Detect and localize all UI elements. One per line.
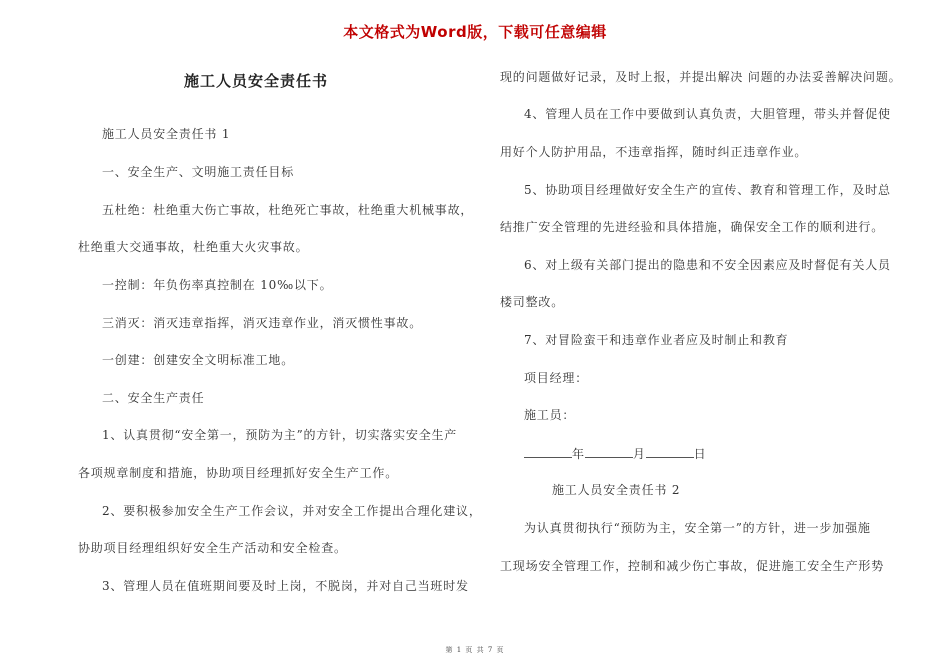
paragraph-line: 5、协助项目经理做好安全生产的宣传、教育和管理工作，及时总	[524, 183, 891, 197]
subheading-responsibility: 二、安全生产责任	[102, 391, 205, 405]
date-day-label: 日	[693, 447, 707, 461]
document-title: 施工人员安全责任书	[184, 72, 329, 90]
paragraph-line: 3、管理人员在值班期间要及时上岗，不脱岗，并对自己当班时发	[102, 579, 469, 593]
paragraph-line: 为认真贯彻执行“预防为主，安全第一”的方针，进一步加强施	[524, 521, 871, 535]
paragraph-line: 结推广安全管理的先进经验和具体措施，确保安全工作的顺利进行。	[500, 220, 885, 234]
blank-month	[585, 445, 633, 458]
date-month-label: 月	[632, 447, 646, 461]
subheading-goals: 一、安全生产、文明施工责任目标	[102, 165, 295, 179]
paragraph-line: 楼司整改。	[500, 295, 565, 309]
paragraph-line: 五杜绝：杜绝重大伤亡事故，杜绝死亡事故，杜绝重大机械事故，	[102, 203, 474, 217]
section-heading-2: 施工人员安全责任书 2	[552, 483, 681, 497]
paragraph-line: 现的问题做好记录，及时上报，并提出解决 问题的办法妥善解决问题。	[500, 70, 902, 84]
date-year-label: 年	[572, 447, 585, 461]
blank-day	[646, 445, 694, 458]
paragraph-line: 协助项目经理组织好安全生产活动和安全检查。	[78, 541, 347, 555]
paragraph-line: 7、对冒险蛮干和违章作业者应及时制止和教育	[524, 333, 789, 347]
paragraph-line: 杜绝重大交通事故，杜绝重大火灾事故。	[78, 240, 309, 254]
paragraph-line: 6、对上级有关部门提出的隐患和不安全因素应及时督促有关人员	[524, 258, 891, 272]
paragraph-line: 各项规章制度和措施，协助项目经理抓好安全生产工作。	[78, 466, 399, 480]
paragraph-line: 1、认真贯彻“安全第一，预防为主”的方针，切实落实安全生产	[102, 428, 458, 442]
word-format-banner: 本文格式为Word版，下载可任意编辑	[343, 23, 607, 41]
page-number-footer: 第 1 页 共 7 页	[445, 646, 505, 654]
paragraph-line: 三消灭：消灭违章指挥，消灭违章作业，消灭惯性事故。	[102, 316, 423, 330]
paragraph-line: 一控制：年负伤率真控制在 10‰以下。	[102, 278, 333, 292]
paragraph-line: 一创建：创建安全文明标准工地。	[102, 353, 295, 367]
paragraph-line: 4、管理人员在工作中要做到认真负责，大胆管理，带头并督促使	[524, 107, 891, 121]
paragraph-line: 用好个人防护用品，不违章指挥，随时纠正违章作业。	[500, 145, 808, 159]
paragraph-line: 工现场安全管理工作，控制和减少伤亡事故，促进施工安全生产形势	[500, 559, 885, 573]
signature-construction-worker: 施工员：	[524, 408, 576, 422]
signature-project-manager: 项目经理：	[524, 371, 589, 385]
paragraph-line: 2、要积极参加安全生产工作会议，并对安全工作提出合理化建议，	[102, 504, 482, 518]
section-heading-1: 施工人员安全责任书 1	[102, 127, 231, 141]
date-line	[524, 445, 706, 462]
blank-year	[524, 445, 572, 458]
